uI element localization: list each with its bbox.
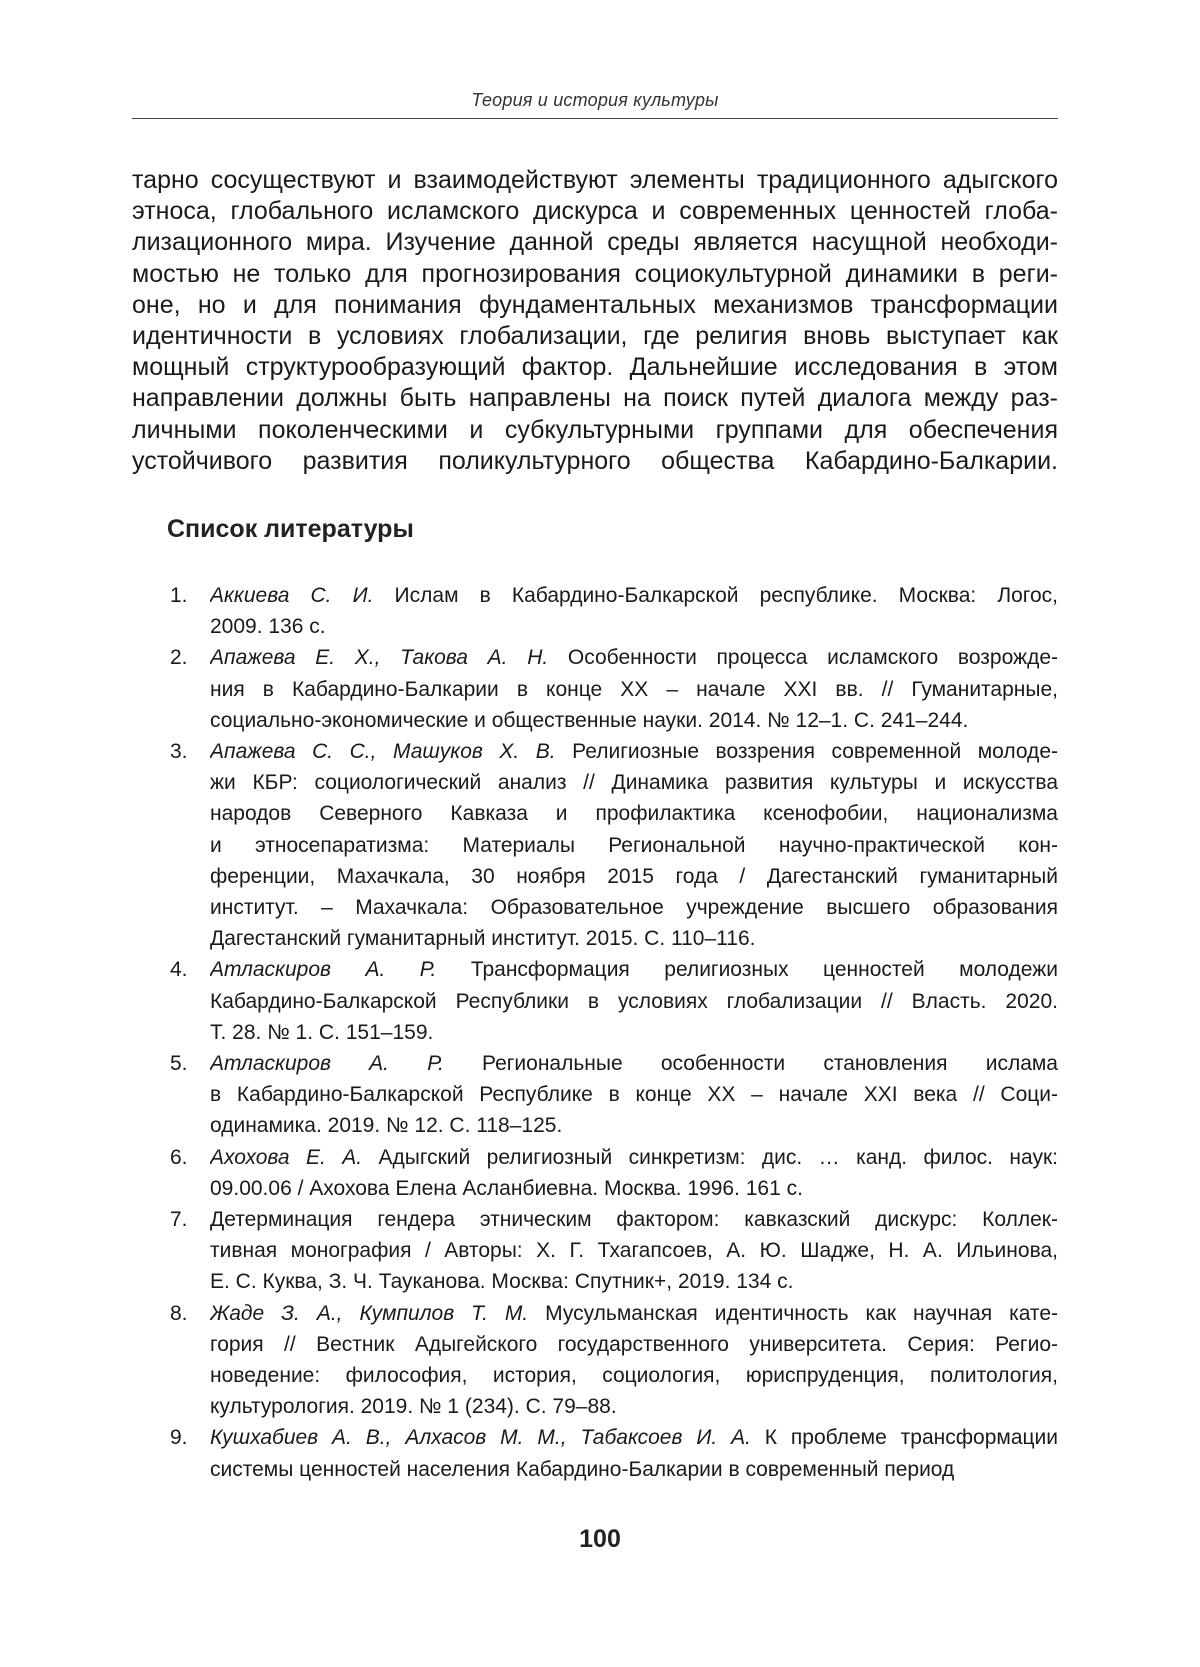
reference-author: Апажева С. С., Машуков Х. В. [210,740,556,764]
reference-author: Атласкиров А. Р. [210,1052,444,1076]
reference-author: Ахохова Е. А. [210,1145,363,1169]
body-paragraph [132,165,1058,477]
reference-line: социально-экономические и общественные науки. 2014. № 12–1. С. 241–244. [210,708,969,732]
reference-line: Е. С. Куква, З. Ч. Тауканова. Москва: Спутник+, 2019. 134 с. [210,1270,794,1294]
body-line: оне, но и для понимания фундаментальных механизмов трансформации [132,290,1058,319]
reference-line: народов Северного Кавказа и профилактика ксенофобии, национализма [210,802,1058,826]
reference-line: Детерминация гендера этническим фактором: кавказский дискурс: Коллек- [210,1208,1058,1232]
reference-item [132,1204,1058,1298]
reference-number: 9. [170,1426,188,1450]
reference-line [210,1048,1058,1079]
reference-item [132,1048,1058,1142]
reference-author: Апажева Е. Х., Такова А. Н. [210,646,549,670]
reference-line: Кабардино-Балкарской Республики в условиях глобализации // Власть. 2020. [210,989,1058,1013]
reference-text: Особенности процесса исламского возрожде- [548,646,1058,670]
running-header: Теория и история культуры [471,90,719,110]
reference-line: и этносепаратизма: Материалы Региональной научно-практической кон- [210,833,1058,857]
reference-author: Аккиева С. И. [210,584,374,607]
body-line: личными поколенческими и субкультурными группами для обеспечения [132,415,1058,444]
reference-line: в Кабардино-Балкарской Республике в конце XX – начале XXI века // Соци- [210,1083,1058,1107]
reference-line: ференции, Махачкала, 30 ноября 2015 года / Дагестанский гуманитарный [210,864,1058,888]
reference-item [132,1422,1058,1484]
reference-line: Т. 28. № 1. С. 151–159. [210,1020,434,1044]
reference-line: 09.00.06 / Ахохова Елена Асланбиевна. Москва. 1996. 161 с. [210,1176,803,1200]
reference-text: Трансформация религиозных ценностей молодежи [436,958,1058,982]
reference-line: системы ценностей населения Кабардино-Балкарии в современный период [210,1457,955,1481]
reference-list [132,580,1058,1485]
reference-line [210,1422,1058,1453]
body-line: мощный структурообразующий фактор. Дальнейшие исследования в этом [132,353,1058,382]
body-line: лизационного мира. Изучение данной среды является насущной необходи- [132,228,1058,257]
reference-line: новедение: философия, история, социология, юриспруденция, политология, [210,1364,1058,1388]
reference-author: Кушхабиев А. В., Алхасов М. М., Табаксоев И. А. [210,1426,751,1450]
reference-line: институт. – Махачкала: Образовательное учреждение высшего образования [210,896,1058,920]
reference-number: 6. [170,1145,188,1169]
reference-line [210,954,1058,985]
reference-line [210,736,1058,767]
reference-line: Дагестанский гуманитарный институт. 2015. С. 110–116. [210,927,756,951]
body-line: мостью не только для прогнозирования социокультурной динамики в реги- [132,259,1058,288]
reference-text: Ислам в Кабардино-Балкарской республике. Москва: Логос, [373,584,1058,607]
reference-line [210,580,1058,611]
reference-author: Жаде З. А., Кумпилов Т. М. [210,1301,529,1325]
reference-number: 7. [170,1208,188,1232]
header-rule [132,118,1058,119]
body-line: этноса, глобального исламского дискурса и современных ценностей глоба- [132,197,1058,226]
reference-number: 5. [170,1052,188,1076]
body-line: тарно сосуществуют и взаимодействуют элементы традиционного адыгского [132,166,1058,194]
reference-item [132,1298,1058,1423]
reference-line: культурология. 2019. № 1 (234). С. 79–88. [210,1395,617,1419]
reference-text: Адыгский религиозный синкретизм: дис. … канд. филос. наук: [362,1145,1058,1169]
reference-line: ния в Кабардино-Балкарии в конце XX – начале XXI вв. // Гуманитарные, [210,677,1058,701]
reference-text: Религиозные воззрения современной молоде- [555,740,1058,764]
reference-text: Мусульманская идентичность как научная кате- [528,1301,1058,1325]
reference-item [132,954,1058,1048]
reference-item [132,580,1058,642]
reference-line: гория // Вестник Адыгейского государственного университета. Серия: Регио- [210,1332,1058,1356]
reference-number: 4. [170,958,188,982]
reference-line: 2009. 136 с. [210,615,326,639]
body-line: направлении должны быть направлены на поиск путей диалога между раз- [132,384,1058,413]
reference-line [210,1142,1058,1173]
reference-item [132,642,1058,736]
body-line: идентичности в условиях глобализации, где религия вновь выступает как [132,322,1058,351]
reference-item [132,1142,1058,1204]
reference-line [210,1298,1058,1329]
reference-line: жи КБР: социологический анализ // Динамика развития культуры и искусства [210,771,1058,795]
reference-number: 2. [170,646,188,670]
reference-number: 3. [170,740,188,764]
reference-author: Атласкиров А. Р. [210,958,437,982]
reference-line: одинамика. 2019. № 12. С. 118–125. [210,1114,563,1138]
page-number: 100 [579,1525,621,1553]
reference-number: 1. [170,584,188,607]
reference-text: Региональные особенности становления ислама [443,1052,1058,1076]
reference-line [210,642,1058,673]
references-title: Список литературы [167,515,414,543]
reference-text: К проблеме трансформации [750,1426,1058,1450]
reference-number: 8. [170,1301,188,1325]
body-line: устойчивого развития поликультурного общества Кабардино-Балкарии. [132,446,1058,475]
reference-item [132,736,1058,954]
reference-line: тивная монография / Авторы: Х. Г. Тхагапсоев, А. Ю. Шадже, Н. А. Ильинова, [210,1239,1058,1263]
